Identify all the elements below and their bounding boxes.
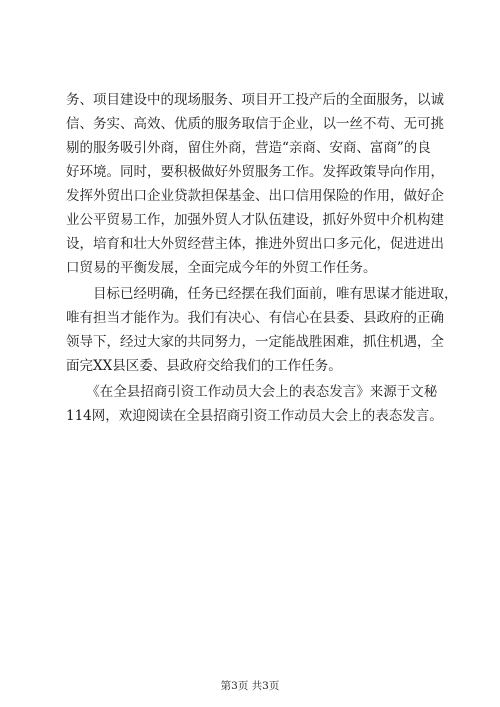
page-number-footer: 第3页 共3页 [220, 680, 280, 692]
body-line: 业公平贸易工作，加强外贸人才队伍建设，抓好外贸中介机构建 [66, 212, 444, 228]
body-line: 发挥外贸出口企业贷款担保基金、出口信用保险的作用，做好企 [66, 188, 444, 204]
body-line: 口贸易的平衡发展，全面完成今年的外贸工作任务。 [66, 260, 377, 276]
body-line: 领导下，经过大家的共同努力，一定能战胜困难，抓住机遇，全 [66, 334, 444, 350]
body-line: 唯有担当才能作为。我们有决心、有信心在县委、县政府的正确 [66, 310, 444, 326]
body-line: 114网，欢迎阅读在全县招商引资工作动员大会上的表态发言。 [66, 408, 443, 424]
body-line: 好环境。同时，要积极做好外贸服务工作。发挥政策导向作用， [66, 164, 444, 180]
body-line: 务、项目建设中的现场服务、项目开工投产后的全面服务，以诚 [66, 92, 444, 108]
body-line: 剔的服务吸引外商，留住外商，营造“亲商、安商、富商”的良 [66, 140, 431, 156]
body-line: 设，培育和壮大外贸经营主体，推进外贸出口多元化，促进进出 [66, 236, 444, 252]
body-line: 面完XX县区委、县政府交给我们的工作任务。 [66, 358, 342, 374]
document-body [66, 88, 458, 428]
body-line: 目标已经明确，任务已经摆在我们面前，唯有思谋才能进取， [66, 286, 458, 302]
body-line: 《在全县招商引资工作动员大会上的表态发言》来源于文秘 [66, 384, 438, 400]
body-line: 信、务实、高效、优质的服务取信于企业，以一丝不苟、无可挑 [66, 116, 444, 132]
